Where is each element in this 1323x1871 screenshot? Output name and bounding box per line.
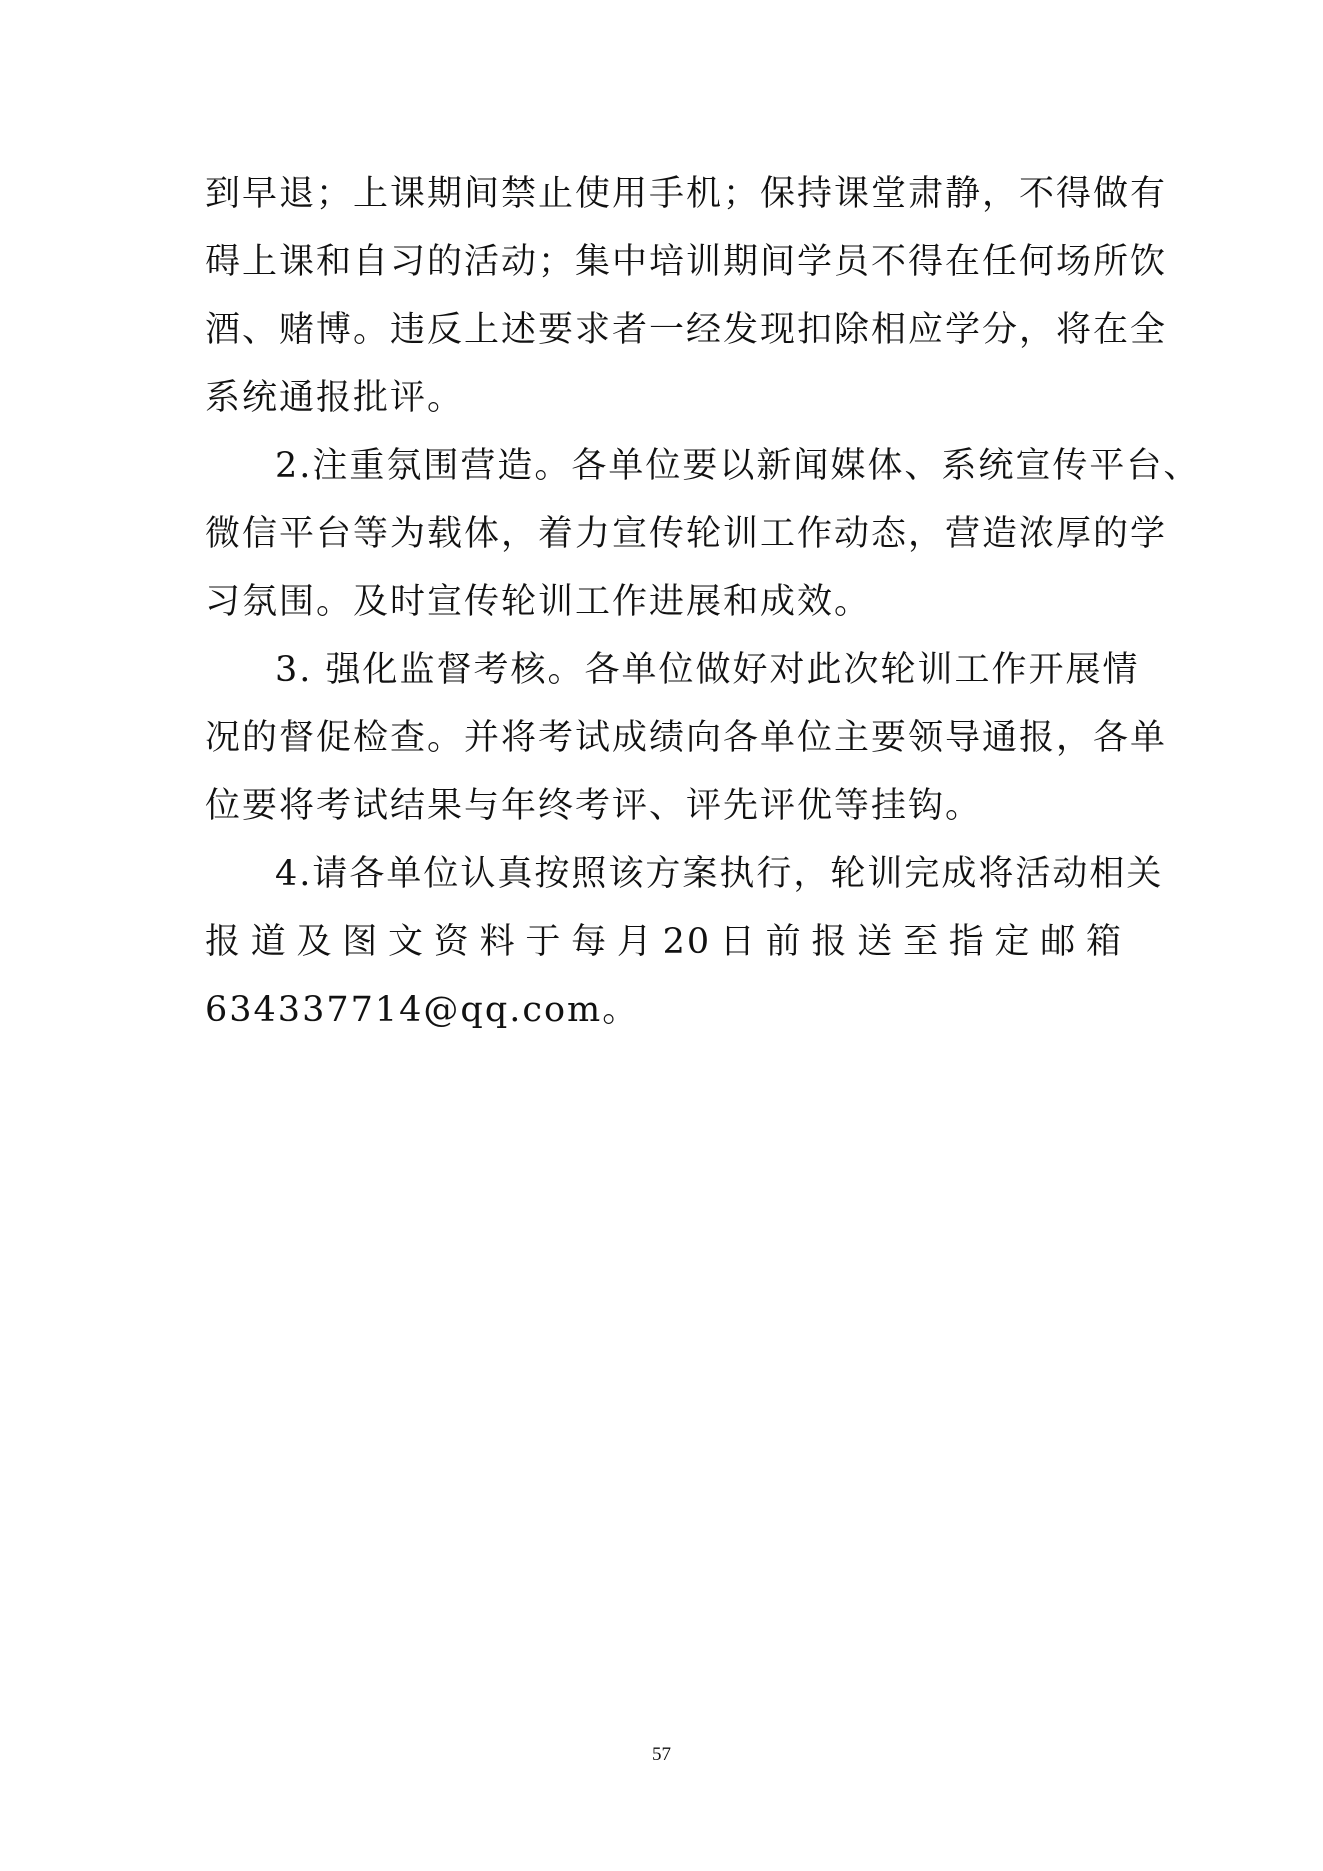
body-text-line: 况的督促检查。并将考试成绩向各单位主要领导通报，各单 — [205, 718, 1168, 758]
body-text-line: 习氛围。及时宣传轮训工作进展和成效。 — [205, 582, 872, 622]
page-number: 57 — [652, 1744, 671, 1765]
body-text-line: 碍上课和自习的活动；集中培训期间学员不得在任何场所饮 — [205, 242, 1168, 282]
body-text-line: 系统通报批评。 — [205, 378, 465, 418]
body-text-line: 位要将考试结果与年终考评、评先评优等挂钩。 — [205, 786, 983, 826]
section-3-heading-line: 3. 强化监督考核。各单位做好对此次轮训工作开展情 — [275, 650, 1140, 690]
body-text-line: 报道及图文资料于每月20日前报送至指定邮箱 — [205, 922, 1123, 962]
email-address-line: 634337714@qq.com。 — [205, 990, 640, 1030]
body-text-line: 微信平台等为载体，着力宣传轮训工作动态，营造浓厚的学 — [205, 514, 1168, 554]
body-text-line: 酒、赌博。违反上述要求者一经发现扣除相应学分，将在全 — [205, 310, 1168, 350]
section-4-heading-line: 4.请各单位认真按照该方案执行，轮训完成将活动相关 — [275, 854, 1164, 894]
body-text-line: 到早退；上课期间禁止使用手机；保持课堂肃静，不得做有 — [205, 174, 1168, 214]
section-2-heading-line: 2.注重氛围营造。各单位要以新闻媒体、系统宣传平台、 — [275, 446, 1201, 486]
